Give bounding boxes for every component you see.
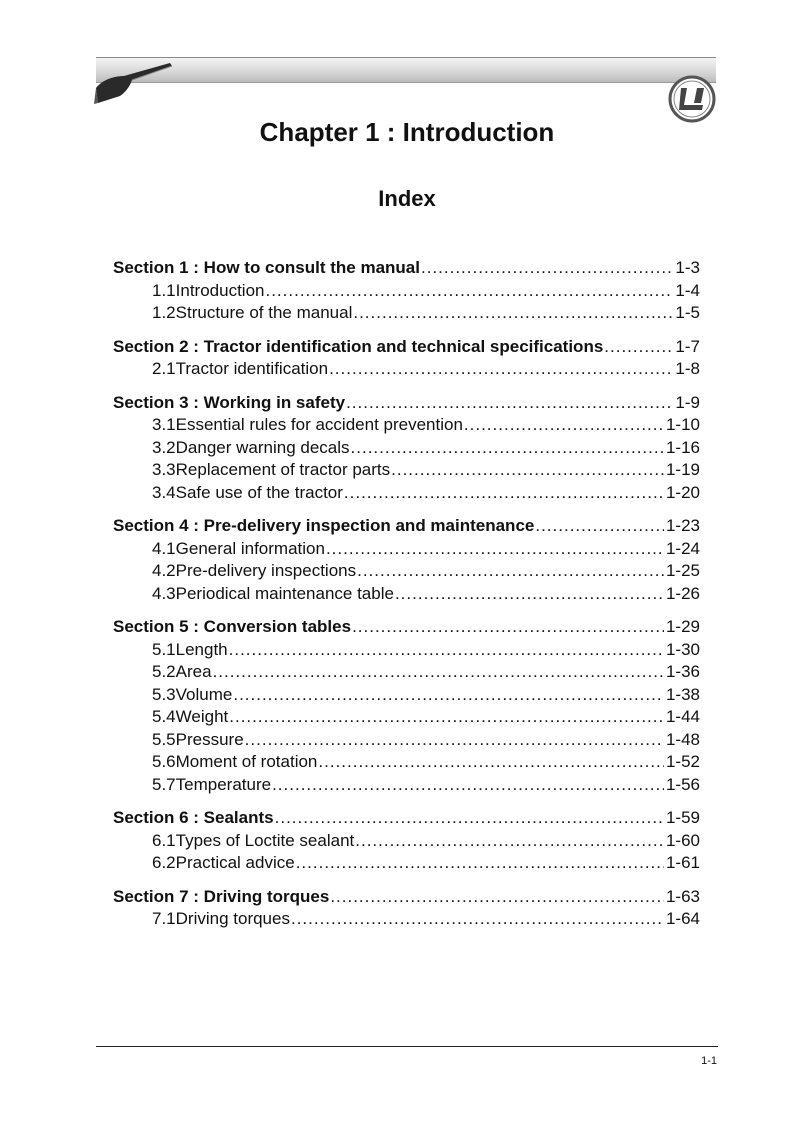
toc-page-number: 1-3 <box>675 258 700 277</box>
toc-page-number: 1-56 <box>665 774 700 794</box>
toc-leader-dots <box>245 729 664 752</box>
toc-item-title: Length <box>175 639 228 659</box>
toc-page-number: 1-59 <box>665 808 700 827</box>
toc-section-title: Section 5 : Conversion tables <box>113 617 352 636</box>
table-of-contents <box>113 257 700 931</box>
toc-page-number: 1-8 <box>675 359 700 378</box>
section-spacer <box>113 325 700 336</box>
toc-leader-dots <box>272 774 664 797</box>
toc-page-number: 1-24 <box>665 538 700 558</box>
toc-item-row[interactable] <box>113 830 700 853</box>
toc-leader-dots <box>229 639 664 662</box>
toc-page-number: 1-44 <box>665 707 700 726</box>
toc-leader-dots <box>353 302 673 325</box>
toc-leader-dots <box>296 852 664 875</box>
toc-item-row[interactable] <box>113 729 700 752</box>
section-spacer <box>113 605 700 616</box>
toc-item-title: Driving torques <box>175 909 290 928</box>
toc-item-title: Safe use of the tractor <box>175 482 343 502</box>
toc-item-row[interactable] <box>113 661 700 684</box>
toc-page-number: 1-36 <box>665 662 700 681</box>
toc-item-title: Volume <box>175 684 233 704</box>
toc-item-title: Tractor identification <box>175 359 329 378</box>
toc-leader-dots <box>233 684 664 707</box>
chapter-title: Chapter 1 : Introduction <box>259 117 555 147</box>
toc-item-number: 3.1 <box>152 415 176 434</box>
toc-item-title: Periodical maintenance table <box>175 583 394 603</box>
section-spacer <box>113 381 700 392</box>
toc-item-title: Essential rules for accident prevention <box>175 415 463 434</box>
toc-item-number: 1.1 <box>152 280 176 300</box>
toc-section-row[interactable] <box>113 886 700 909</box>
toc-section-row[interactable] <box>113 257 700 280</box>
toc-page-number: 1-25 <box>665 561 700 580</box>
toc-page-number: 1-48 <box>665 729 700 749</box>
toc-page-number: 1-7 <box>675 336 700 356</box>
toc-item-row[interactable] <box>113 751 700 774</box>
toc-item-number: 5.4 <box>152 707 176 726</box>
toc-item-title: Pre-delivery inspections <box>175 561 357 580</box>
toc-leader-dots <box>344 482 664 505</box>
toc-page-number: 1-38 <box>665 684 700 704</box>
toc-leader-dots <box>395 583 664 606</box>
toc-section-row[interactable] <box>113 392 700 415</box>
toc-item-row[interactable] <box>113 280 700 303</box>
toc-section-row[interactable] <box>113 616 700 639</box>
section-spacer <box>113 875 700 886</box>
toc-section-title: Section 3 : Working in safety <box>113 392 346 412</box>
toc-item-number: 5.7 <box>152 774 176 794</box>
toc-item-number: 1.2 <box>152 303 176 322</box>
toc-item-title: Temperature <box>175 774 272 794</box>
header-band <box>96 57 716 83</box>
toc-item-row[interactable] <box>113 908 700 931</box>
toc-item-title: Structure of the manual <box>175 303 353 322</box>
toc-page-number: 1-52 <box>665 752 700 771</box>
toc-leader-dots <box>265 280 673 303</box>
toc-leader-dots <box>213 661 664 684</box>
toc-item-number: 5.3 <box>152 684 176 704</box>
toc-leader-dots <box>291 908 664 931</box>
toc-item-row[interactable] <box>113 538 700 561</box>
toc-item-title: Introduction <box>175 280 265 300</box>
toc-item-number: 7.1 <box>152 909 176 928</box>
toc-section-title: Section 2 : Tractor identification and technical specifications <box>113 336 604 356</box>
toc-item-row[interactable] <box>113 437 700 460</box>
toc-item-title: Area <box>175 662 212 681</box>
toc-page-number: 1-19 <box>665 460 700 479</box>
toc-page-number: 1-9 <box>675 392 700 412</box>
toc-leader-dots <box>357 560 664 583</box>
toc-page-number: 1-4 <box>675 280 700 300</box>
toc-leader-dots <box>275 807 664 830</box>
toc-page-number: 1-20 <box>665 482 700 502</box>
toc-item-title: Pressure <box>175 729 244 749</box>
page-number: 1-1 <box>701 1055 717 1067</box>
toc-leader-dots <box>330 886 664 909</box>
toc-leader-dots <box>535 515 664 538</box>
toc-leader-dots <box>352 616 664 639</box>
toc-leader-dots <box>421 257 673 280</box>
toc-item-row[interactable] <box>113 706 700 729</box>
toc-leader-dots <box>329 358 673 381</box>
toc-item-number: 2.1 <box>152 359 176 378</box>
toc-item-number: 4.1 <box>152 538 176 558</box>
toc-leader-dots <box>346 392 673 415</box>
toc-item-number: 6.2 <box>152 853 176 872</box>
toc-page-number: 1-5 <box>675 303 700 322</box>
toc-item-number: 3.3 <box>152 460 176 479</box>
toc-leader-dots <box>604 336 673 359</box>
toc-leader-dots <box>229 706 664 729</box>
toc-page-number: 1-64 <box>665 909 700 928</box>
toc-item-number: 3.4 <box>152 482 176 502</box>
toc-item-title: Weight <box>175 707 229 726</box>
toc-item-title: General information <box>175 538 325 558</box>
toc-page-number: 1-61 <box>665 853 700 872</box>
toc-item-row[interactable] <box>113 774 700 797</box>
toc-page-number: 1-30 <box>665 639 700 659</box>
toc-item-row[interactable] <box>113 684 700 707</box>
toc-section-title: Section 6 : Sealants <box>113 808 274 827</box>
toc-item-title: Moment of rotation <box>175 752 318 771</box>
toc-item-title: Replacement of tractor parts <box>175 460 391 479</box>
toc-section-row[interactable] <box>113 807 700 830</box>
toc-item-row[interactable] <box>113 459 700 482</box>
footer-rule <box>96 1046 718 1047</box>
toc-section-row[interactable] <box>113 515 700 538</box>
toc-item-title: Danger warning decals <box>175 437 350 457</box>
toc-item-number: 6.1 <box>152 830 176 850</box>
toc-item-row[interactable] <box>113 414 700 437</box>
toc-leader-dots <box>391 459 664 482</box>
toc-item-row[interactable] <box>113 302 700 325</box>
toc-section-row[interactable] <box>113 336 700 359</box>
toc-section-title: Section 4 : Pre-delivery inspection and maintenance <box>113 516 535 535</box>
toc-leader-dots <box>351 437 664 460</box>
toc-page-number: 1-60 <box>665 830 700 850</box>
toc-leader-dots <box>355 830 664 853</box>
toc-item-row[interactable] <box>113 852 700 875</box>
toc-item-number: 3.2 <box>152 437 176 457</box>
toc-item-row[interactable] <box>113 482 700 505</box>
toc-item-number: 5.1 <box>152 639 176 659</box>
toc-leader-dots <box>326 538 664 561</box>
toc-leader-dots <box>464 414 664 437</box>
toc-page-number: 1-10 <box>665 415 700 434</box>
toc-item-row[interactable] <box>113 583 700 606</box>
toc-page-number: 1-16 <box>665 437 700 457</box>
toc-item-number: 4.2 <box>152 561 176 580</box>
toc-item-number: 5.6 <box>152 752 176 771</box>
toc-page-number: 1-29 <box>665 617 700 636</box>
toc-item-row[interactable] <box>113 358 700 381</box>
toc-item-row[interactable] <box>113 560 700 583</box>
hand-pointer-icon <box>92 58 182 108</box>
section-spacer <box>113 796 700 807</box>
toc-item-row[interactable] <box>113 639 700 662</box>
toc-item-number: 5.5 <box>152 729 176 749</box>
toc-item-title: Practical advice <box>175 853 295 872</box>
toc-section-title: Section 7 : Driving torques <box>113 886 330 906</box>
toc-page-number: 1-26 <box>665 583 700 603</box>
toc-item-number: 4.3 <box>152 583 176 603</box>
toc-item-title: Types of Loctite sealant <box>175 830 355 850</box>
toc-page-number: 1-63 <box>665 886 700 906</box>
section-spacer <box>113 504 700 515</box>
toc-item-number: 5.2 <box>152 662 176 681</box>
toc-page-number: 1-23 <box>665 516 700 535</box>
toc-section-title: Section 1 : How to consult the manual <box>113 258 420 277</box>
toc-leader-dots <box>318 751 664 774</box>
index-title: Index <box>378 186 436 211</box>
